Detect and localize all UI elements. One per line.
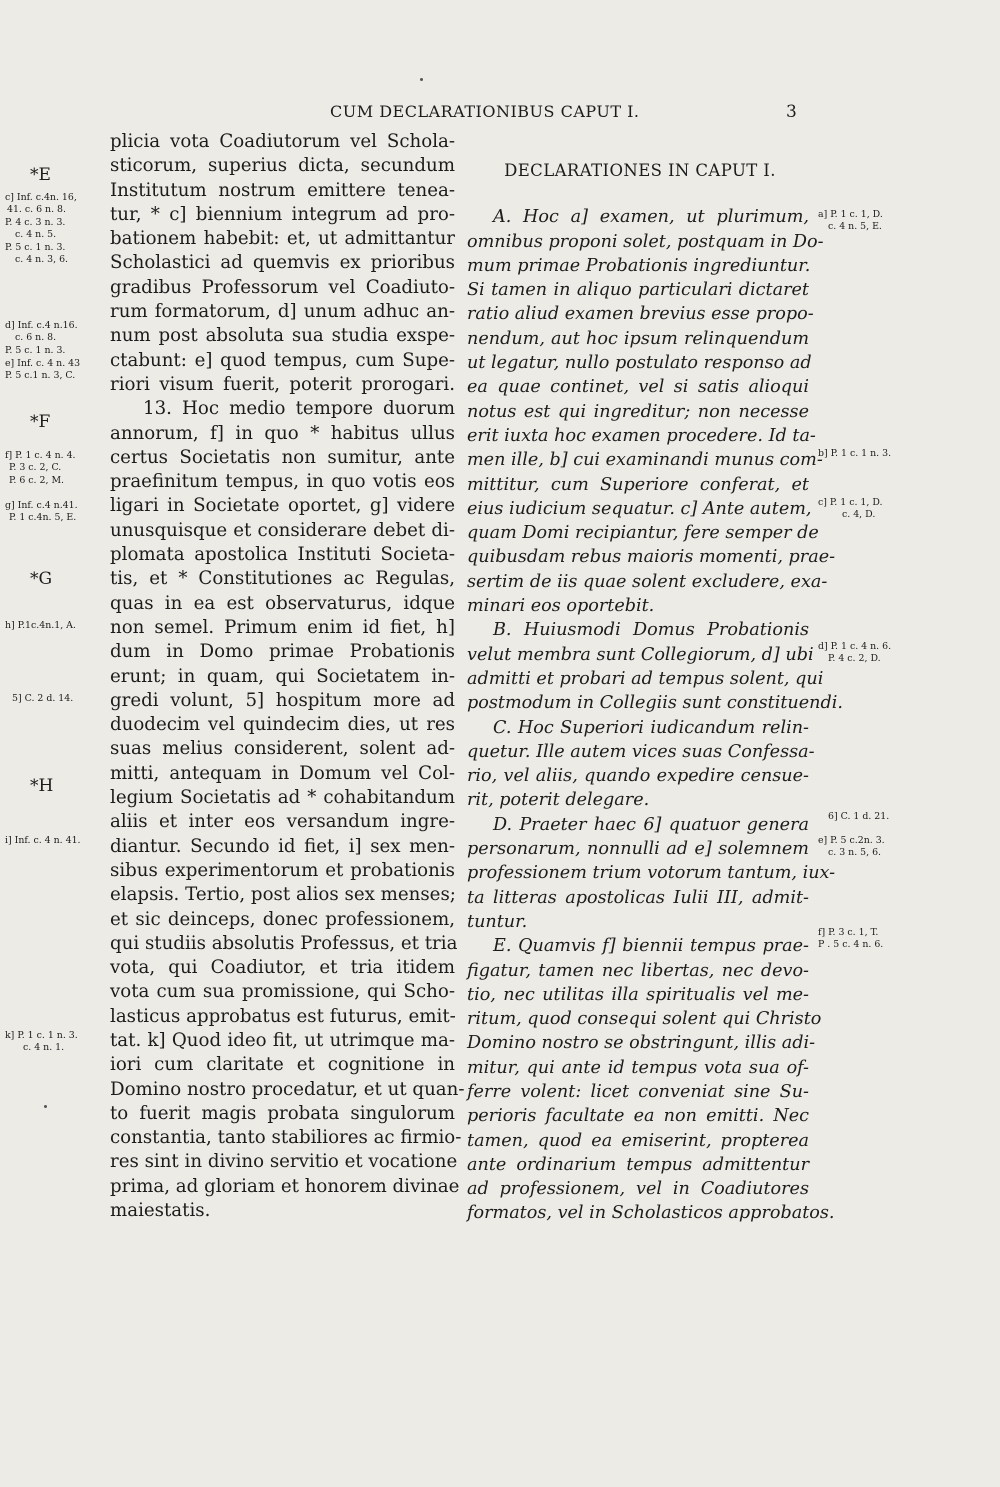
text-line: tur, * c] biennium integrum ad pro- (110, 203, 455, 225)
decl-line: B. Huiusmodi Domus Probationis (493, 620, 809, 641)
note-line: P. 5 c. 1 n. 3. (5, 241, 66, 253)
section-marker-e: *E (30, 165, 51, 185)
note-line: P. 1 c.4n. 5, E. (9, 512, 77, 524)
note-line: 6] C. 1 d. 21. (828, 811, 890, 822)
note-line: c. 4 n. 1. (23, 1042, 65, 1054)
decl-line: figatur, tamen nec libertas, nec devo- (467, 960, 809, 981)
text-line: riori visum fuerit, poterit prorogari. (110, 373, 455, 395)
note-line: k] P. 1 c. 1 n. 3. (5, 1030, 78, 1041)
note-line: c. 3 n. 5, 6. (828, 847, 882, 859)
text-line: plomata apostolica Instituti Societa- (110, 544, 455, 566)
note-line: c. 4 n. 3, 6. (15, 254, 69, 266)
text-line: lasticus approbatus est futurus, emit- (110, 1005, 456, 1027)
decl-line: ta litteras apostolicas Iulii III, admit- (467, 887, 809, 908)
note-line: 5] C. 2 d. 14. (12, 693, 74, 704)
note-line: P. 3 c. 2, C. (9, 462, 62, 474)
text-line: Institutum nostrum emittere tenea- (110, 179, 455, 201)
decl-line: quibusdam rebus maioris momenti, prae- (467, 547, 836, 568)
note-line: d] P. 1 c. 4 n. 6. (818, 641, 892, 652)
decl-line: D. Praeter haec 6] quatuor genera (493, 814, 809, 835)
margin-note (5, 358, 80, 383)
text-line: prima, ad gloriam et honorem divinae (110, 1175, 460, 1197)
text-line: certus Societatis non sumitur, ante (110, 446, 455, 468)
decl-line: velut membra sunt Collegiorum, d] ubi (467, 644, 814, 665)
note-line: P. 4 c. 2, D. (828, 653, 881, 665)
decl-line: A. Hoc a] examen, ut plurimum, (493, 207, 809, 228)
decl-line: omnibus proponi solet, postquam in Do- (467, 231, 824, 252)
decl-line: ea quae continet, vel si satis alioqui (467, 377, 809, 398)
note-line: P. 5 c.1 n. 3, C. (5, 370, 76, 382)
note-line: c. 4 n. 5. (15, 229, 57, 241)
margin-note (5, 1030, 78, 1055)
decl-line: ferre volent: licet conveniat sine Su- (467, 1081, 809, 1102)
decl-line: professionem trium votorum tantum, iux- (467, 863, 836, 884)
text-line: duodecim vel quindecim dies, ut res (110, 714, 455, 736)
text-line: constantia, tanto stabiliores ac firmio- (110, 1127, 462, 1149)
note-line: c] Inf. c.4n. 16, (5, 192, 77, 203)
margin-note (818, 835, 885, 860)
decl-line: tio, nec utilitas illa spiritualis vel me- (467, 984, 809, 1005)
section-marker-g: *G (30, 569, 53, 589)
text-line: sticorum, superius dicta, secundum (110, 155, 455, 177)
text-line: bationem habebit: et, ut admittantur (110, 228, 455, 250)
section-marker-f: *F (30, 412, 51, 432)
margin-note (5, 835, 81, 847)
decl-line: mittitur, cum Superiore conferat, et (467, 474, 809, 495)
text-line: Scholastici ad quemvis ex prioribus (110, 252, 455, 274)
text-line: erunt; in quam, qui Societatem in- (110, 665, 455, 687)
margin-note (5, 500, 78, 525)
note-line: h] P.1c.4n.1, A. (5, 620, 76, 631)
decl-line: mum primae Probationis ingrediuntur. (467, 255, 811, 276)
note-line: c. 4, D. (842, 509, 876, 521)
text-line: praefinitum tempus, in quo votis eos (110, 471, 455, 493)
decl-line: E. Quamvis f] biennii tempus prae- (493, 936, 809, 957)
text-line: rum formatorum, d] unum adhuc an- (110, 301, 455, 323)
note-line: c. 4 n. 5, E. (828, 221, 882, 233)
note-line: P. 6 c. 2, M. (9, 474, 65, 486)
note-line: P. 4 c. 3 n. 3. (5, 216, 66, 228)
text-line: vota cum sua promissione, qui Scho- (110, 981, 455, 1003)
note-line: f] P. 1 c. 4 n. 4. (5, 450, 76, 461)
decl-line: tamen, quod ea emiserint, propterea (467, 1130, 809, 1151)
decl-line: personarum, nonnulli ad e] solemnem (467, 839, 809, 860)
decl-line: rio, vel aliis, quando expedire censue- (467, 766, 809, 787)
text-line: to fuerit magis probata singulorum (110, 1102, 455, 1124)
margin-note (818, 448, 891, 460)
note-line: i] Inf. c. 4 n. 41. (5, 835, 81, 846)
decl-line: Si tamen in aliquo particulari dictaret (467, 280, 809, 301)
note-line: e] Inf. c. 4 n. 43 (5, 358, 81, 369)
decl-line: C. Hoc Superiori iudicandum relin- (493, 717, 809, 738)
text-line: tat. k] Quod ideo fit, ut utrimque ma- (110, 1029, 455, 1051)
decl-line: notus est qui ingreditur; non necesse (467, 401, 809, 422)
text-line: res sint in divino servitio et vocatione (110, 1151, 458, 1173)
note-line: a] P. 1 c. 1, D. (818, 209, 883, 220)
page-number: 3 (786, 102, 797, 122)
text-line: non semel. Primum enim id fiet, h] (110, 616, 455, 638)
text-line: vota, qui Coadiutor, et tria itidem (110, 957, 455, 979)
text-line: ctabunt: e] quod tempus, cum Supe- (110, 349, 455, 371)
margin-note (5, 320, 78, 357)
declarations-column (467, 159, 843, 1226)
text-line: quas in ea est observaturus, idque (110, 592, 455, 614)
margin-note (5, 450, 76, 487)
text-line: ligari in Societate oportet, g] videre (110, 495, 455, 517)
margin-note (828, 811, 889, 823)
print-speck (420, 78, 423, 81)
text-line: unusquisque et considerare debet di- (110, 519, 455, 541)
note-line: P . 5 c. 4 n. 6. (818, 939, 884, 951)
text-line: gradibus Professorum vel Coadiuto- (110, 276, 455, 298)
note-line: 41. c. 6 n. 8. (7, 204, 66, 216)
text-line: gredi volunt, 5] hospitum more ad (110, 689, 455, 711)
text-line: sibus experimentorum et probationis (110, 859, 455, 881)
text-line: et sic deinceps, donec professionem, (110, 908, 455, 930)
text-line: tis, et * Constitutiones ac Regulas, (110, 568, 455, 590)
decl-line: formatos, vel in Scholasticos approbatos. (467, 1203, 835, 1224)
decl-line: admitti et probari ad tempus solent, qui (467, 668, 824, 689)
text-line: suas melius considerent, solent ad- (110, 738, 455, 760)
decl-line: ad professionem, vel in Coadiutores (467, 1179, 809, 1200)
text-line: num post absoluta sua studia exspe- (110, 325, 455, 347)
note-line: f] P. 3 c. 1, T. (818, 927, 879, 938)
decl-line: perioris facultate ea non emitti. Nec (467, 1106, 809, 1127)
decl-line: ratio aliud examen brevius esse propo- (467, 304, 814, 325)
section-marker-h: *H (30, 776, 54, 796)
declarations-heading: DECLARATIONES IN CAPUT I. (504, 161, 776, 180)
decl-line: ante ordinarium tempus admittentur (467, 1154, 809, 1175)
text-line: mitti, antequam in Domum vel Col- (110, 762, 455, 784)
decl-line: eius iudicium sequatur. c] Ante autem, (467, 498, 812, 519)
margin-note (818, 641, 891, 666)
decl-line: minari eos oportebit. (467, 596, 655, 617)
decl-line: quam Domi recipiantur, fere semper de (467, 523, 819, 544)
decl-line: nendum, aut hoc ipsum relinquendum (467, 328, 809, 349)
decl-line: mitur, qui ante id tempus vota sua of- (467, 1057, 809, 1078)
text-line: 13. Hoc medio tempore duorum (143, 398, 455, 420)
text-line: iori cum claritate et cognitione in (110, 1054, 455, 1076)
decl-line: quetur. Ille autem vices suas Confessa- (467, 741, 815, 762)
note-line: b] P. 1 c. 1 n. 3. (818, 448, 892, 459)
page-header (0, 102, 1000, 126)
margin-note (818, 209, 883, 234)
margin-note (818, 497, 883, 522)
text-line: elapsis. Tertio, post alios sex menses; (110, 884, 456, 906)
text-line: annorum, f] in quo * habitus ullus (110, 422, 455, 444)
margin-note (5, 620, 76, 632)
text-line: Domino nostro procedatur, et ut quan- (110, 1078, 465, 1100)
note-line: c] P. 1 c. 1, D. (818, 497, 883, 508)
text-line: legium Societatis ad * cohabitandum (110, 787, 455, 809)
note-line: g] Inf. c.4 n.41. (5, 500, 78, 511)
text-line: diantur. Secundo id fiet, i] sex men- (110, 835, 455, 857)
decl-line: postmodum in Collegiis sunt constituendi. (467, 693, 843, 714)
main-text-column (110, 130, 465, 1223)
margin-note (12, 693, 73, 705)
note-line: P. 5 c. 1 n. 3. (5, 344, 66, 356)
text-line: maiestatis. (110, 1200, 211, 1222)
decl-line: ut legatur, nullo postulato responso ad (467, 353, 812, 374)
text-line: qui studiis absolutis Professus, et tria (110, 932, 458, 954)
decl-line: erit iuxta hoc examen procedere. Id ta- (467, 425, 816, 446)
margin-note (5, 192, 77, 266)
note-line: c. 6 n. 8. (15, 332, 57, 344)
note-line: e] P. 5 c.2n. 3. (818, 835, 885, 846)
text-line: plicia vota Coadiutorum vel Schola- (110, 131, 455, 152)
print-speck (44, 1105, 47, 1108)
decl-line: ritum, quod consequi solent qui Christo (467, 1009, 822, 1030)
decl-line: tuntur. (467, 911, 528, 932)
note-line: d] Inf. c.4 n.16. (5, 320, 78, 331)
text-line: dum in Domo primae Probationis (110, 641, 455, 663)
decl-line: Domino nostro se obstringunt, illis adi- (467, 1033, 816, 1054)
text-line: aliis et inter eos versandum ingre- (110, 811, 455, 833)
margin-note (818, 927, 883, 952)
running-title: CUM DECLARATIONIBUS CAPUT I. (330, 102, 640, 121)
decl-line: sertim de iis quae solent excludere, exa- (467, 571, 828, 592)
decl-line: men ille, b] cui examinandi munus com- (467, 450, 823, 471)
decl-line: rit, poterit delegare. (467, 790, 650, 811)
